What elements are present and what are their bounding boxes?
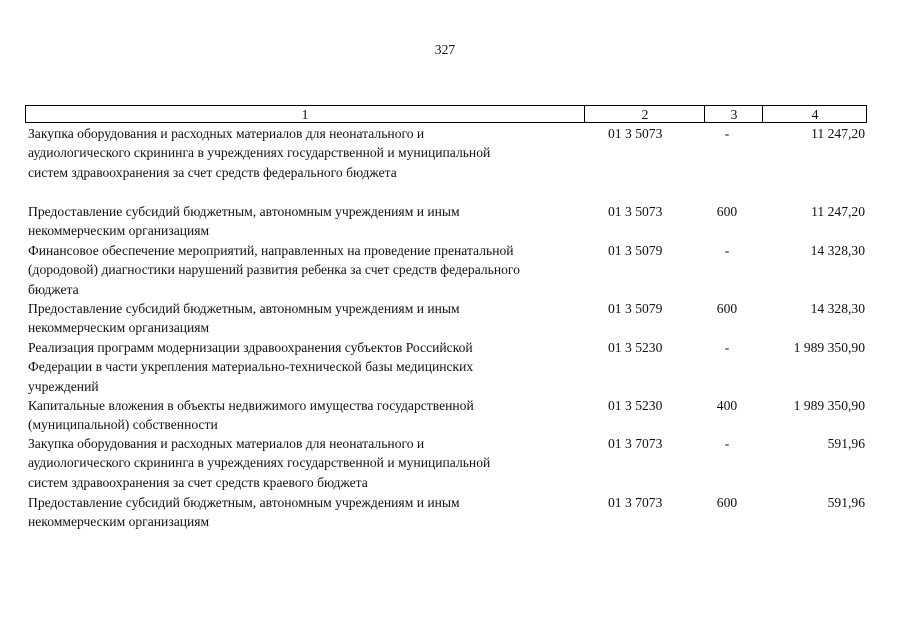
- row-description: Реализация программ модернизации здравоохранения субъектов Российской Федерации в части укрепления материально-технической базы медицинских учреждений: [28, 340, 474, 394]
- row-code: 01 3 7073: [608, 436, 663, 451]
- row-code: 01 3 5073: [608, 126, 663, 141]
- row-code: 01 3 5230: [608, 340, 663, 355]
- row-type: 600: [716, 301, 738, 316]
- row-amount: 591,96: [827, 495, 865, 510]
- row-type: 400: [716, 398, 738, 413]
- row-amount: 14 328,30: [810, 301, 865, 316]
- row-type: 600: [716, 204, 738, 219]
- row-code: 01 3 5079: [608, 243, 663, 258]
- row-type: -: [724, 243, 730, 258]
- header-col-1: 1: [301, 107, 309, 122]
- row-description: Закупка оборудования и расходных материалов для неонатального и аудиологического скрининга в учреждениях государственной и муниципальной систем здравоохранения за счет средств краевого бюджета: [28, 436, 491, 490]
- row-description: Капитальные вложения в объекты недвижимого имущества государственной (муниципальной) собственности: [28, 398, 474, 433]
- header-col-4: 4: [762, 106, 867, 122]
- table-header: [25, 105, 867, 123]
- row-amount: 14 328,30: [810, 243, 865, 258]
- header-col-3: 3: [704, 106, 763, 122]
- row-type: -: [724, 340, 730, 355]
- row-description: Закупка оборудования и расходных материалов для неонатального и аудиологического скрининга в учреждениях государственной и муниципальной систем здравоохранения за счет средств федерального бюджета: [28, 126, 491, 180]
- row-code: 01 3 5230: [608, 398, 663, 413]
- row-amount: 1 989 350,90: [793, 340, 865, 355]
- row-description: Предоставление субсидий бюджетным, автономным учреждениям и иным некоммерческим организациям: [28, 301, 460, 336]
- row-type: -: [724, 126, 730, 141]
- page-number: 327: [434, 42, 456, 57]
- row-description: Финансовое обеспечение мероприятий, направленных на проведение пренатальной (дородовой) диагностики нарушений развития ребенка за счет средств федерального бюджета: [28, 243, 520, 297]
- header-col-2: 2: [584, 106, 705, 122]
- row-type: -: [724, 436, 730, 451]
- row-type: 600: [716, 495, 738, 510]
- row-code: 01 3 7073: [608, 495, 663, 510]
- row-amount: 11 247,20: [811, 204, 865, 219]
- row-description: Предоставление субсидий бюджетным, автономным учреждениям и иным некоммерческим организациям: [28, 495, 460, 530]
- row-amount: 591,96: [827, 436, 865, 451]
- row-code: 01 3 5073: [608, 204, 663, 219]
- row-description: Предоставление субсидий бюджетным, автономным учреждениям и иным некоммерческим организациям: [28, 204, 460, 239]
- row-code: 01 3 5079: [608, 301, 663, 316]
- row-amount: 1 989 350,90: [793, 398, 865, 413]
- row-amount: 11 247,20: [811, 126, 865, 141]
